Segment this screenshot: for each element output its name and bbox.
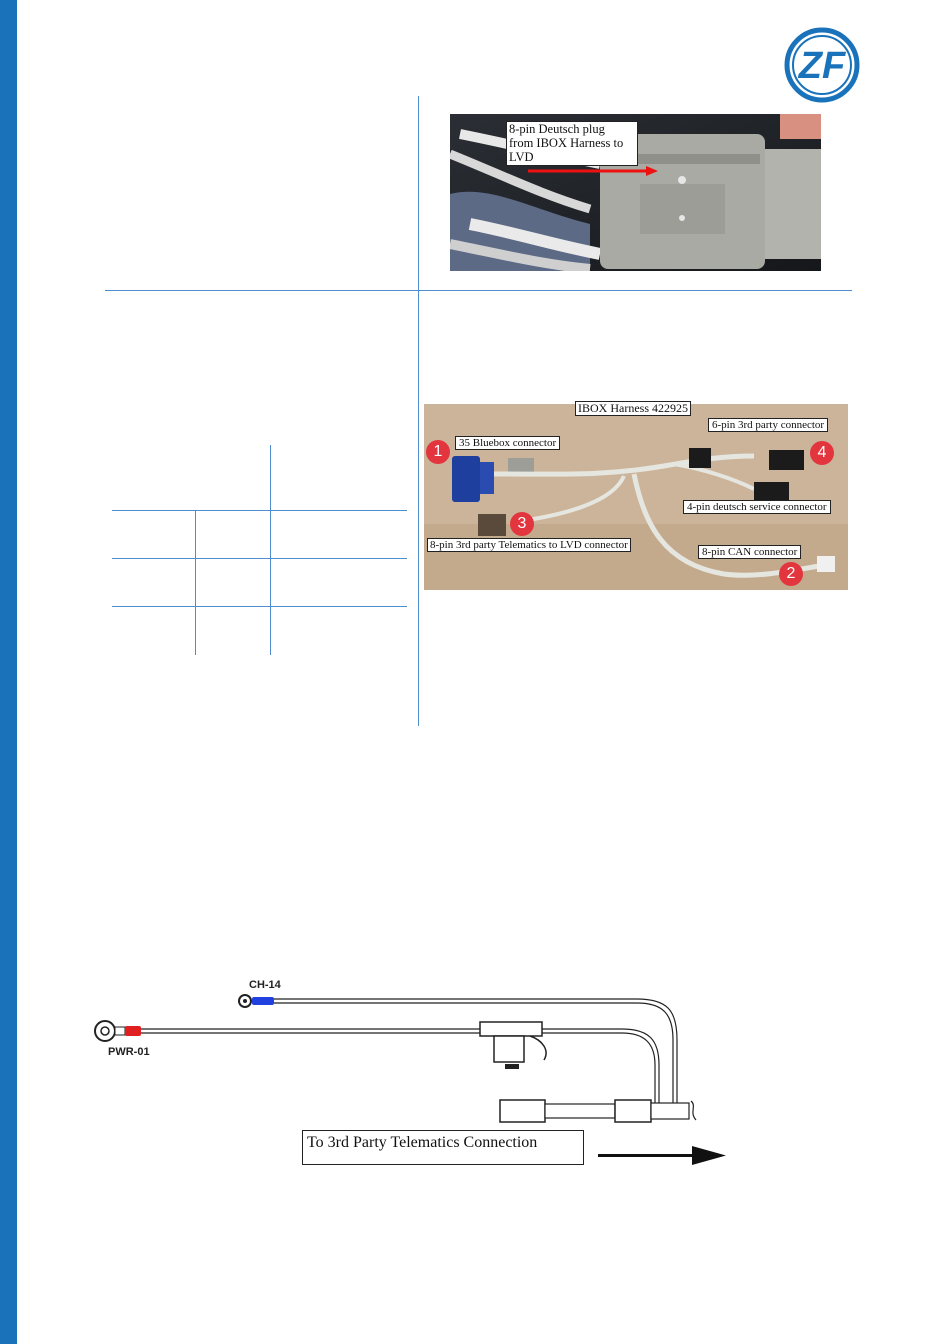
6pin-callout: 6-pin 3rd party connector <box>708 418 828 432</box>
table-line <box>195 510 196 655</box>
column-divider <box>418 96 419 726</box>
table-line <box>112 606 407 607</box>
ch-terminal <box>252 997 274 1005</box>
svg-text:ZF: ZF <box>798 45 846 87</box>
zf-logo <box>782 26 862 104</box>
badge-4: 4 <box>810 441 834 465</box>
telematics-lvd-callout: 8-pin 3rd party Telematics to LVD connector <box>427 538 631 552</box>
can-callout: 8-pin CAN connector <box>698 545 801 559</box>
svg-text:PWR-01: PWR-01 <box>108 1046 150 1058</box>
badge-3: 3 <box>510 512 534 536</box>
bluebox-callout: 35 Bluebox connector <box>455 436 560 450</box>
table-line <box>270 445 271 655</box>
telematics-connection-label: To 3rd Party Telematics Connection <box>302 1130 584 1165</box>
badge-1: 1 <box>426 440 450 464</box>
table-line <box>112 558 407 559</box>
harness-title-label: IBOX Harness 422925 <box>575 401 691 416</box>
pwr-terminal <box>125 1026 141 1036</box>
table-line <box>112 510 407 511</box>
badge-2: 2 <box>779 562 803 586</box>
plug-callout: 8-pin Deutsch plug from IBOX Harness to LVD <box>506 121 638 166</box>
svg-text:CH-14: CH-14 <box>249 979 281 991</box>
4pin-service-callout: 4-pin deutsch service connector <box>683 500 831 514</box>
left-accent-bar <box>0 0 17 1344</box>
row-divider <box>105 290 852 291</box>
